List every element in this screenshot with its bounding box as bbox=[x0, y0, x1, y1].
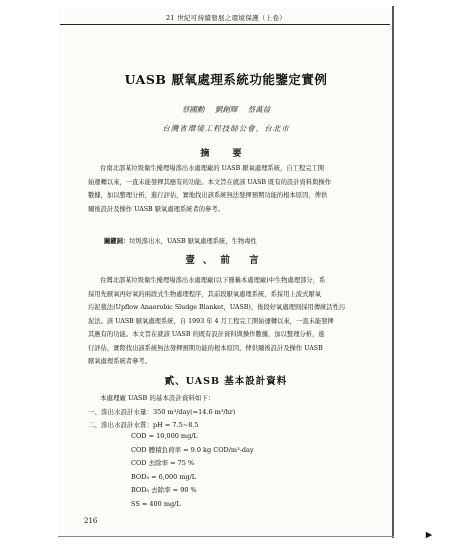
section-heading-introduction: 壹、前 言 bbox=[185, 255, 267, 266]
intro-line: 行評估，實際找出該系統無法發揮預期功能的根本原因，俾供爾後設計及操作 UASB bbox=[88, 344, 323, 352]
affiliation: 台灣省環境工程技師公會，台北市 bbox=[162, 124, 290, 133]
intro-line: 厭氧處理系統者參考。 bbox=[88, 358, 151, 365]
author-list bbox=[58, 104, 394, 115]
running-head: 21 世紀可持續發展之環境保護（上卷） bbox=[165, 14, 287, 22]
parameter-row: COD 體積負荷率 = 9.0 kg COD/m³-day bbox=[131, 445, 254, 454]
intro-line: 台灣北部某垃圾衛生掩埋場滲出水處理廠(以下簡稱本處理廠)中生物處理部分，系 bbox=[100, 277, 326, 284]
author-name: 劉創輝 bbox=[214, 105, 238, 114]
abstract-line: 數據，加以整理分析，進行評估，實地找出該系統無法發揮預期功能的根本原因，俾供 bbox=[88, 192, 328, 199]
author-name: 蔡萬益 bbox=[247, 105, 271, 114]
parameter-row: BOD₅ = 6,000 mg/L bbox=[131, 472, 197, 481]
corner-arrow-icon bbox=[425, 531, 433, 539]
page-edge-bottom bbox=[58, 536, 394, 537]
basis-item: 一、滲出水設計水量：350 m³/day(=14.6 m³/hr) bbox=[88, 407, 236, 416]
intro-line: 污泥毯法(Upflow Anaerobic Sludge Blanket，UASB)，後段好氧處理則採用傳統活性污 bbox=[88, 304, 346, 311]
parameter-row: BOD₅ 去除率 = 90 % bbox=[131, 486, 197, 495]
intro-line: 採用先厭氧再好氧的兩段式生物處理程序，其前段厭氧處理系統，系採用上流式厭氧 bbox=[88, 290, 321, 298]
basis-intro: 本處理廠 UASB 的基本設計資料如下： bbox=[100, 394, 215, 402]
parameter-row: SS = 400 mg/L bbox=[131, 499, 181, 508]
parameter-row: COD 去除率 = 75 % bbox=[131, 459, 195, 468]
abstract-heading: 摘 要 bbox=[200, 149, 252, 159]
abstract-line: 爾後設計及操作 UASB 厭氧處理系統者的參考。 bbox=[88, 205, 224, 213]
abstract-body bbox=[88, 162, 370, 216]
keywords bbox=[104, 236, 257, 245]
abstract-line: 台南北部某垃圾衛生掩埋場滲出水處理廠的 UASB 厭氧處理系統，自工程完工開 bbox=[100, 165, 325, 172]
intro-line: 泥法。該 UASB 厭氧處理系統，自 1993 年 4 月工程完工開始運轉以來，一直未能發揮 bbox=[88, 317, 334, 325]
keywords-text: 垃圾滲出水，UASB 厭氧處理系統，生物毒性 bbox=[129, 238, 257, 245]
paper-title: UASB 厭氧處理系統功能鑒定實例 bbox=[124, 72, 328, 87]
intro-line: 其應有的功能。本文旨在就該 UASB 的既有設計資料與操作數據，加以整理分析，進 bbox=[88, 331, 325, 338]
author-name: 蔡國勳 bbox=[181, 105, 205, 114]
abstract-line: 始運轉以來，一直未能發揮其應有的功能。本文旨在就該 UASB 既有的設計資料與操作 bbox=[88, 178, 331, 186]
header-rule bbox=[60, 24, 390, 25]
water-quality-parameters bbox=[131, 430, 254, 512]
keywords-label: 關鍵詞： bbox=[104, 238, 130, 245]
parameter-row: COD = 10,000 mg/L bbox=[131, 432, 198, 440]
introduction-body bbox=[88, 274, 380, 369]
section-heading-design-data: 貳、UASB 基本設計資料 bbox=[164, 376, 288, 387]
page-number: 216 bbox=[84, 517, 98, 525]
basis-item: 二、滲出水設計水質：pH = 7.5~8.5 bbox=[88, 421, 199, 429]
design-basis bbox=[88, 392, 235, 433]
